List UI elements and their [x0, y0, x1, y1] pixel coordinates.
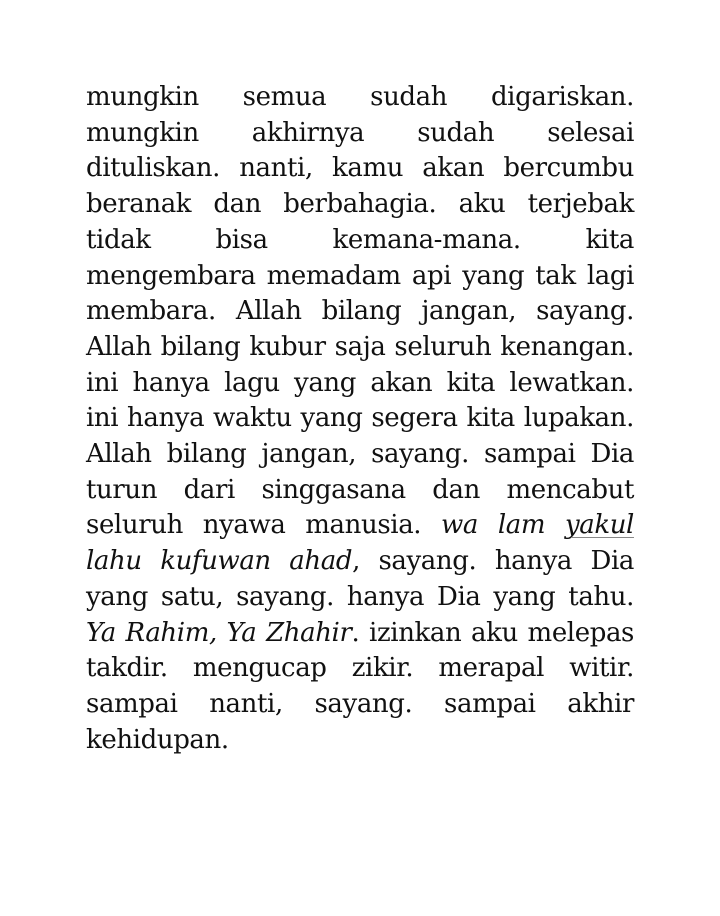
- poem-paragraph: [86, 80, 634, 758]
- poem-text: . izinkan aku melepas takdir. mengucap zikir. merapal witir. sampai nanti, sayang. sampai akhir kehidupan.: [86, 617, 634, 755]
- poem-italic-phrase: wa lam: [441, 510, 565, 541]
- poem-italic-phrase: lahu kufuwan ahad: [86, 546, 353, 577]
- poem-text: mungkin semua sudah digariskan. mungkin akhirnya sudah selesai dituliskan. nanti, kamu akan bercumbu beranak dan berbahagia. aku terjebak tidak bisa kemana-mana. kita mengembara memadam api yang tak lagi membara. Allah bilang jangan, sayang. Allah bilang kubur saja seluruh kenangan. ini hanya lagu yang akan kita lewatkan. ini hanya waktu yang segera kita lupakan. Allah bilang jangan, sayang. sampai Dia turun dari singgasana dan mencabut seluruh nyawa manusia.: [86, 82, 634, 541]
- page: [86, 80, 634, 758]
- poem-underlined-word: yakul: [564, 510, 634, 541]
- poem-text: , sayang. hanya Dia yang satu, sayang. hanya Dia yang tahu.: [86, 546, 634, 612]
- poem-italic-phrase: Ya Rahim, Ya Zhahir: [86, 617, 352, 648]
